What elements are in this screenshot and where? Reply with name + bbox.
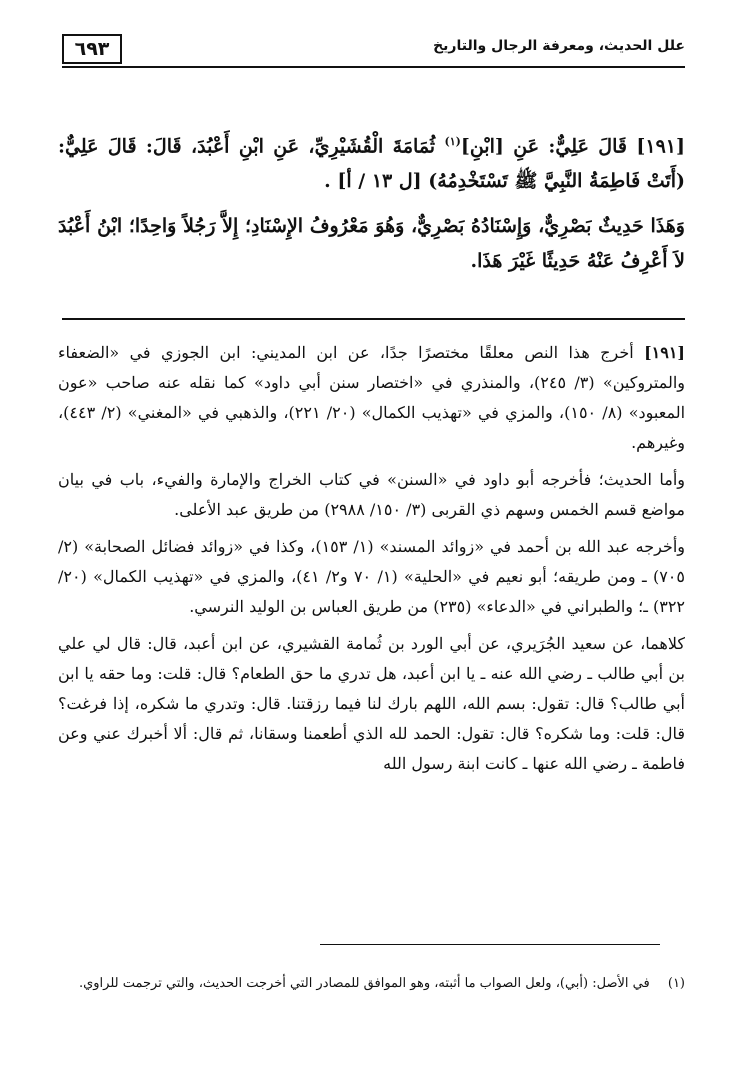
hadith-text-part-1: قَالَ عَلِيٌّ: عَنِ [ابْنِ] [460,135,627,158]
page-header [62,34,685,68]
hadith-text-part-2: ثُمَامَةَ الْقُشَيْرِيِّ، عَنِ ابْنِ أَعْبُدَ، قَالَ: قَالَ عَلِيٌّ: (أَتَتْ فَاطِمَةُ النَّبِيَّ ﷺ تَسْتَخْدِمُهُ) [ل ١٣ / أ] . [58,135,685,193]
hadith-paragraph-1 [58,124,685,199]
hadith-text [58,124,685,289]
footnote-divider [320,944,660,945]
footnote-reference: (١) [444,135,461,148]
footnote-marker: (١) [667,976,685,991]
footnote-text: في الأصل: (أبي)، ولعل الصواب ما أثبته، وهو الموافق للمصادر التي أخرجت الحديث، والتي ترجمت للراوي. [78,976,650,991]
hadith-paragraph-2: وَهَذَا حَدِيثٌ بَصْرِيٌّ، وَإِسْنَادُهُ بَصْرِيٌّ، وَهُوَ مَعْرُوفُ الإِسْنَادِ؛ إِلاَّ رَجُلاً وَاحِدًا؛ ابْنُ أَعْبُدَ لاَ أَعْرِفُ عَنْهُ حَدِيثًا غَيْرَ هَذَا. [58,215,685,273]
commentary-paragraph-4: كلاهما، عن سعيد الجُرَيري، عن أبي الورد بن ثُمامة القشيري، عن ابن أعبد، قال: قال لي علي بن أبي طالب ـ رضي الله عنه ـ يا ابن أعبد، هل تدري ما حق الطعام؟ قال: قلت: وما حقه يا ابن أبي طالب؟ قال: تقول: بسم الله، اللهم بارك لنا فيما رزقتنا. قال: وتدري ما شكره، إذا فرغت؟ قال: قلت: وما شكره؟ قال: تقول: الحمد لله الذي أطعمنا وسقانا، ثم قال: ألا أخبرك عني وعن فاطمة ـ رضي الله عنها ـ كانت ابنة رسول الله [58,634,686,773]
commentary-number: [١٩١] [644,343,685,362]
page-number: ٦٩٣ [62,34,122,64]
commentary [58,338,685,786]
running-title: علل الحديث، ومعرفة الرجال والتاريخ [433,38,685,54]
header-rule [62,66,685,68]
footnote [58,970,685,997]
section-divider [62,318,685,320]
hadith-number: [١٩١] [636,135,685,158]
commentary-text-1: أخرج هذا النص معلقًا مختصرًا جدًا، عن ابن المديني: ابن الجوزي في «الضعفاء والمتروكين» (٣/ ٢٤٥)، والمنذري في «اختصار سنن أبي داود» كما نقله عنه صاحب «عون المعبود» (٨/ ١٥٠)، والمزي في «تهذيب الكمال» (٢٠/ ٢٢١)، والذهبي في «المغني» (٢/ ٤٤٣)، وغيرهم. [58,343,686,452]
commentary-paragraph-3: وأخرجه عبد الله بن أحمد في «زوائد المسند» (١/ ١٥٣)، وكذا في «زوائد فضائل الصحابة» (٢/ ٧٠٥) ـ ومن طريقه؛ أبو نعيم في «الحلية» (١/ ٧٠ و٢/ ٤١)، والمزي في «تهذيب الكمال» (٢٠/ ٣٢٢) ـ؛ والطبراني في «الدعاء» (٢٣٥) من طريق العباس بن الوليد النرسي. [58,537,685,616]
commentary-paragraph-2: وأما الحديث؛ فأخرجه أبو داود في «السنن» في كتاب الخراج والإمارة والفيء، باب في بيان مواضع قسم الخمس وسهم ذي القربى (٣/ ١٥٠/ ٢٩٨٨) من طريق عبد الأعلى. [58,470,685,519]
commentary-paragraph-1 [58,338,685,458]
